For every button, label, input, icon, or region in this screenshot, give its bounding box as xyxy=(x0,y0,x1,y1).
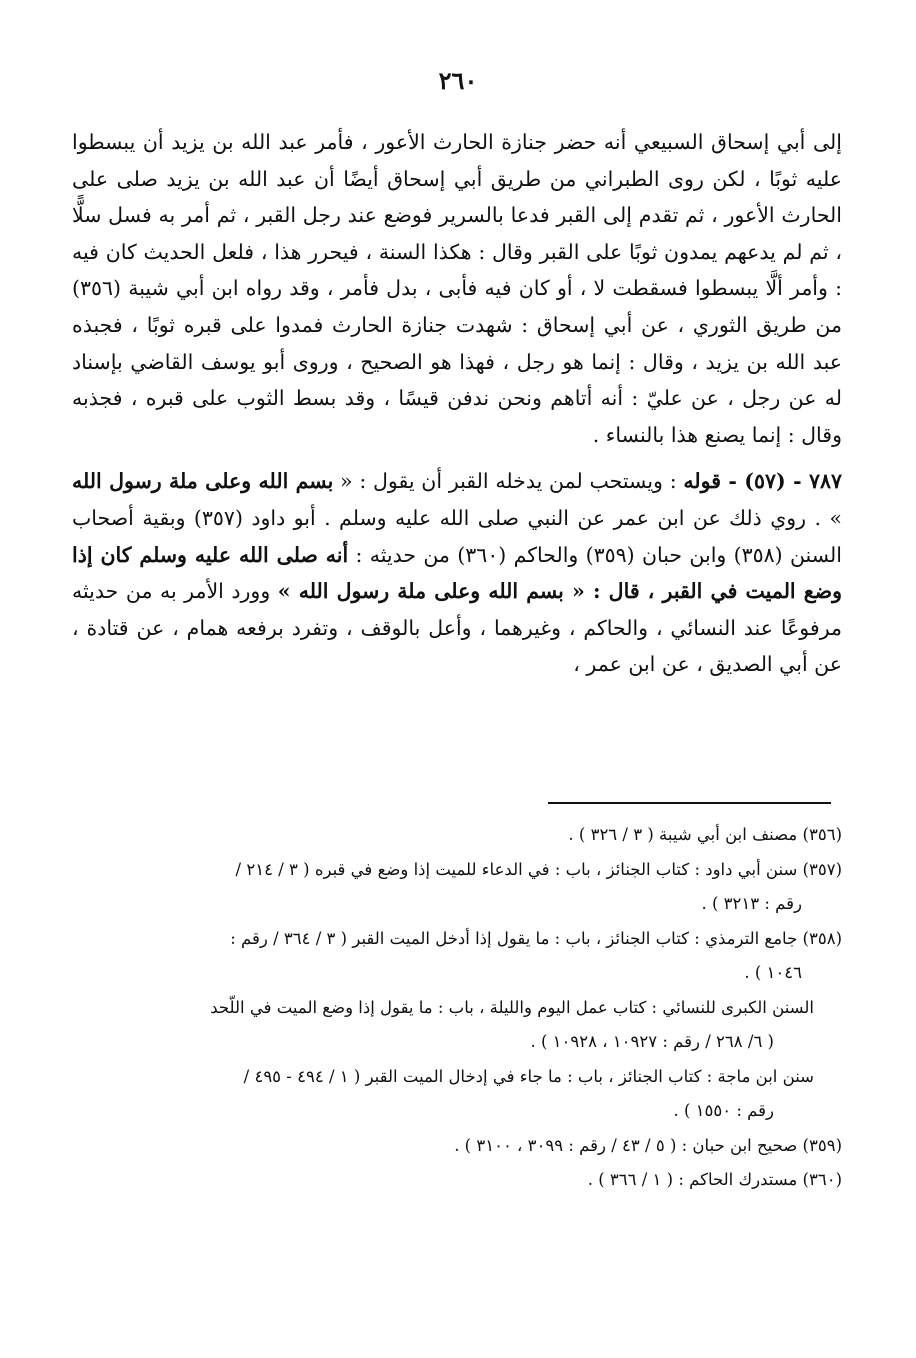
footnote-359 xyxy=(72,1129,842,1164)
footnote-text: سنن ابن ماجة : كتاب الجنائز ، باب : ما جاء في إدخال الميت القبر ( ١ / ٤٩٤ - ٤٩٥ / xyxy=(243,1066,814,1086)
footnotes xyxy=(72,818,842,1198)
footnote-358 xyxy=(72,922,842,991)
footnote-text: (٣٥٨) جامع الترمذي : كتاب الجنائز ، باب : ما يقول إذا أدخل الميت القبر ( ٣ / ٣٦٤ / رقم : xyxy=(230,928,842,948)
footnote-continuation: ١٠٤٦ ) . xyxy=(744,963,802,982)
footnote-divider xyxy=(548,802,831,804)
footnote-text: (٣٥٦) مصنف ابن أبي شيبة ( ٣ / ٣٢٦ ) . xyxy=(568,825,842,844)
entry-heading: ٧٨٧ - (٥٧) - قوله xyxy=(683,469,843,494)
paragraph-hadith-787 xyxy=(72,463,842,683)
footnote-text: (٣٦٠) مستدرك الحاكم : ( ١ / ٣٦٦ ) . xyxy=(587,1170,842,1189)
basmala-quote: بسم الله وعلى ملة رسول الله xyxy=(72,469,334,494)
page-number: ٢٦٠ xyxy=(438,66,478,95)
footnote-360 xyxy=(72,1163,842,1198)
main-text xyxy=(72,124,842,683)
footnote-358-ibn-majah xyxy=(72,1060,842,1129)
entry-tail: وورد الأمر به من حديثه مرفوعًا عند النسائي ، والحاكم ، وغيرهما ، وأعل بالوقف ، وتفرد برفعه همام ، عن قتادة ، عن أبي الصديق ، عن ابن عمر ، xyxy=(72,579,842,677)
paragraph-commentary: إلى أبي إسحاق السبيعي أنه حضر جنازة الحارث الأعور ، فأمر عبد الله بن يزيد أن يبسطوا عليه ثوبًا ، لكن روى الطبراني من طريق أبي إسحاق أيضًا أن عبد الله بن يزيد صلى على الحارث الأعور ، ثم تقدم إلى القبر فدعا بالسرير فوضع عند رجل القبر ، ثم أمر به فسل سلًّا ، ثم لم يدعهم يمدون ثوبًا على القبر وقال : هكذا السنة ، فيحرر هذا ، فلعل الحديث كان فيه : وأمر ألَّا يبسطوا فسقطت لا ، أو كان فيه فأبى ، بدل فأمر ، وقد رواه ابن أبي شيبة (٣٥٦) من طريق الثوري ، عن أبي إسحاق : شهدت جنازة الحارث فمدوا على قبره ثوبًا ، فجبذه عبد الله بن يزيد ، وقال : إنما هو رجل ، فهذا هو الصحيح ، وروى أبو يوسف القاضي بإسناد له عن رجل ، عن عليّ : أنه أتاهم ونحن ندفن قيسًا ، وقد بسط الثوب على قبره ، فجذبه وقال : إنما يصنع هذا بالنساء . xyxy=(72,130,842,447)
entry-sources: » . روي ذلك عن ابن عمر عن النبي صلى الله عليه وسلم . أبو داود (٣٥٧) وبقية أصحاب السنن (٣٥٨) وابن حبان (٣٥٩) والحاكم (٣٦٠) من حديثه : xyxy=(72,505,842,567)
footnote-text: السنن الكبرى للنسائي : كتاب عمل اليوم والليلة ، باب : ما يقول إذا وضع الميت في اللّحد xyxy=(210,997,814,1017)
footnote-text: (٣٥٧) سنن أبي داود : كتاب الجنائز ، باب : في الدعاء للميت إذا وضع في قبره ( ٣ / ٢١٤ / xyxy=(235,859,842,879)
footnote-continuation: ( ٦/ ٢٦٨ / رقم : ١٠٩٢٧ ، ١٠٩٢٨ ) . xyxy=(530,1032,774,1051)
entry-intro: : ويستحب لمن يدخله القبر أن يقول : « xyxy=(333,469,684,494)
footnote-358-nasai xyxy=(72,991,842,1060)
hadith-text: أنه صلى الله عليه وسلم كان إذا وضع الميت في القبر ، قال : « بسم الله وعلى ملة رسول الله » xyxy=(72,542,842,604)
footnote-continuation: رقم : ٣٢١٣ ) . xyxy=(701,894,802,913)
footnote-357 xyxy=(72,853,842,922)
footnote-text: (٣٥٩) صحيح ابن حبان : ( ٥ / ٤٣ / رقم : ٣٠٩٩ ، ٣١٠٠ ) . xyxy=(454,1135,842,1155)
footnote-356 xyxy=(72,818,842,853)
footnote-continuation: رقم : ١٥٥٠ ) . xyxy=(673,1101,774,1120)
